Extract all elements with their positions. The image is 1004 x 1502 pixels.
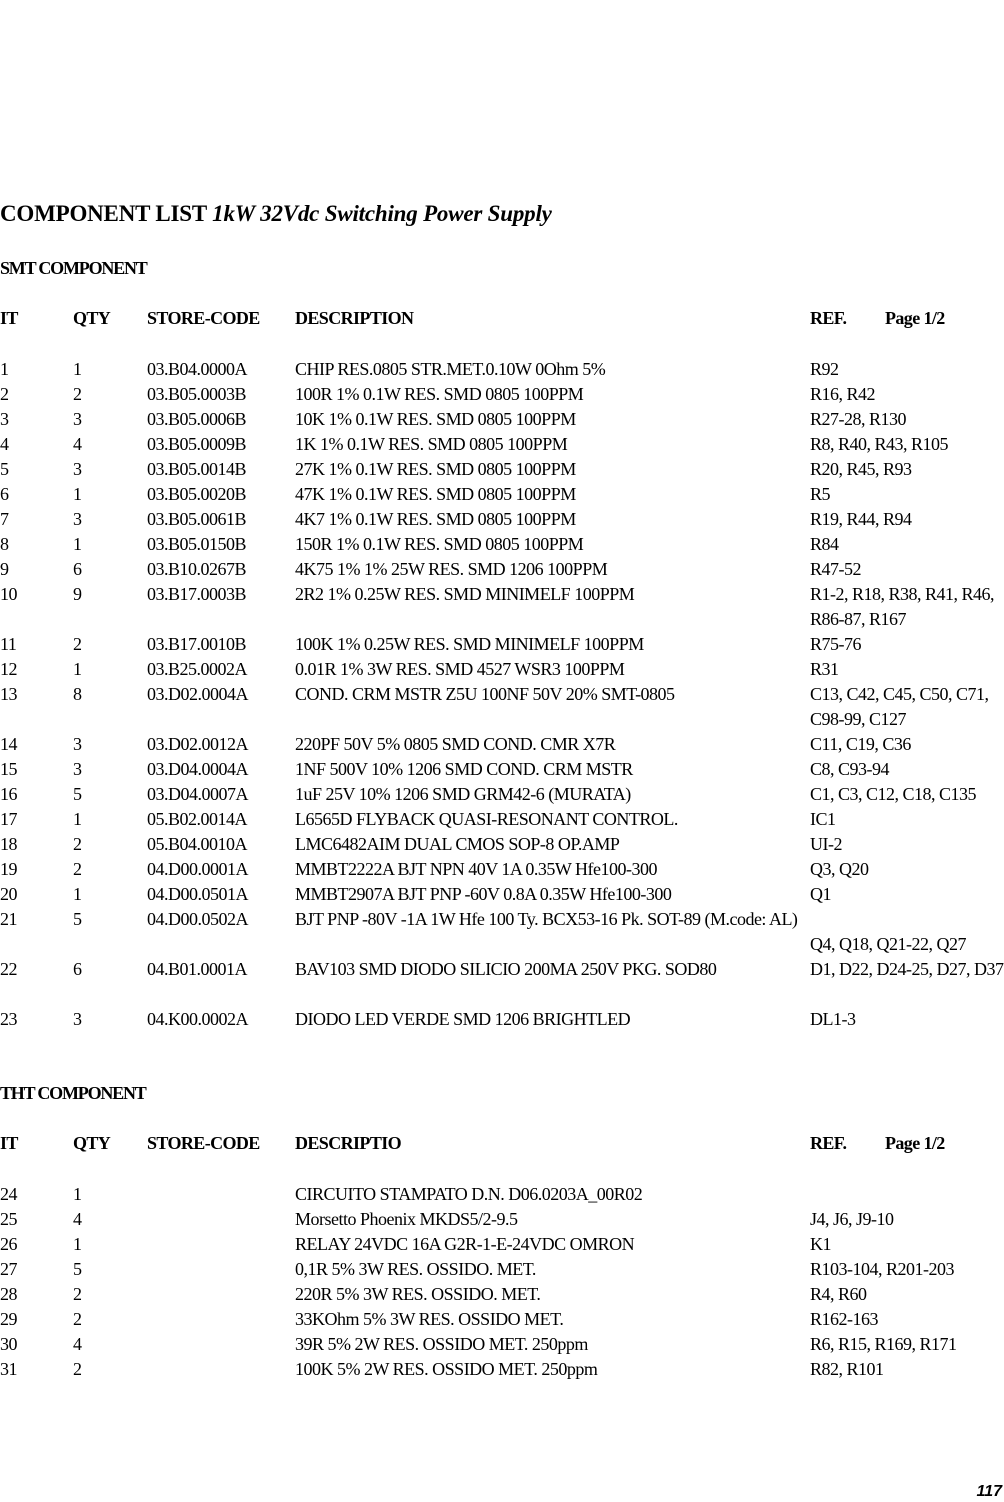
cell-store-code: 04.D00.0001A <box>147 859 248 879</box>
table-row <box>0 1182 1004 1207</box>
table-row <box>0 482 1004 507</box>
cell-it: 5 <box>0 459 9 479</box>
cell-ref: R6, R15, R169, R171 <box>810 1334 957 1354</box>
cell-it: 26 <box>0 1234 17 1254</box>
cell-it: 1 <box>0 359 9 379</box>
cell-ref: DL1-3 <box>810 1009 856 1029</box>
cell-description: 33KOhm 5% 3W RES. OSSIDO MET. <box>295 1309 564 1329</box>
cell-qty: 1 <box>73 534 82 554</box>
page-number: 117 <box>976 1483 1002 1500</box>
cell-it: 29 <box>0 1309 17 1329</box>
cell-it: 19 <box>0 859 17 879</box>
title-subtitle: 1kW 32Vdc Switching Power Supply <box>212 201 552 226</box>
cell-description: 0.01R 1% 3W RES. SMD 4527 WSR3 100PPM <box>295 659 625 679</box>
cell-ref: R84 <box>810 534 839 554</box>
col-ref: REF. <box>810 308 847 328</box>
cell-ref: C11, C19, C36 <box>810 734 911 754</box>
tht-column-header <box>0 1133 1004 1158</box>
cell-ref: R103-104, R201-203 <box>810 1259 954 1279</box>
cell-qty: 3 <box>73 459 82 479</box>
cell-qty: 3 <box>73 509 82 529</box>
cell-it: 7 <box>0 509 9 529</box>
cell-it: 13 <box>0 684 17 704</box>
table-row <box>0 432 1004 457</box>
table-row <box>0 807 1004 832</box>
cell-store-code: 03.B25.0002A <box>147 659 248 679</box>
cell-store-code: 03.B05.0006B <box>147 409 247 429</box>
cell-ref: R162-163 <box>810 1309 878 1329</box>
cell-qty: 4 <box>73 434 82 454</box>
cell-it: 2 <box>0 384 9 404</box>
smt-section-heading: SMT COMPONENT <box>0 258 147 278</box>
cell-description: L6565D FLYBACK QUASI-RESONANT CONTROL. <box>295 809 678 829</box>
table-row <box>0 407 1004 432</box>
cell-description: 47K 1% 0.1W RES. SMD 0805 100PPM <box>295 484 576 504</box>
table-row <box>0 582 1004 632</box>
cell-store-code: 03.B10.0267B <box>147 559 247 579</box>
cell-qty: 5 <box>73 1259 82 1279</box>
cell-qty: 2 <box>73 384 82 404</box>
cell-description: 220R 5% 3W RES. OSSIDO. MET. <box>295 1284 541 1304</box>
table-row <box>0 1332 1004 1357</box>
cell-store-code: 03.B05.0061B <box>147 509 247 529</box>
cell-ref: R19, R44, R94 <box>810 509 912 529</box>
table-row <box>0 1307 1004 1332</box>
cell-it: 15 <box>0 759 17 779</box>
cell-it: 18 <box>0 834 17 854</box>
table-row <box>0 1357 1004 1382</box>
cell-description: 10K 1% 0.1W RES. SMD 0805 100PPM <box>295 409 576 429</box>
cell-store-code: 03.B05.0009B <box>147 434 247 454</box>
cell-it: 21 <box>0 909 17 929</box>
table-row <box>0 732 1004 757</box>
cell-qty: 1 <box>73 359 82 379</box>
table-row <box>0 557 1004 582</box>
title-main: COMPONENT LIST <box>0 201 207 226</box>
table-row <box>0 632 1004 657</box>
cell-qty: 1 <box>73 809 82 829</box>
cell-description: 100R 1% 0.1W RES. SMD 0805 100PPM <box>295 384 584 404</box>
cell-qty: 4 <box>73 1209 82 1229</box>
cell-qty: 8 <box>73 684 82 704</box>
cell-ref: R4, R60 <box>810 1284 867 1304</box>
col-description: DESCRIPTIO <box>295 1133 402 1153</box>
cell-store-code: 05.B02.0014A <box>147 809 248 829</box>
table-row <box>0 1257 1004 1282</box>
cell-qty: 2 <box>73 859 82 879</box>
table-row <box>0 1282 1004 1307</box>
cell-qty: 1 <box>73 659 82 679</box>
cell-ref: R31 <box>810 659 839 679</box>
cell-it: 30 <box>0 1334 17 1354</box>
table-row <box>0 657 1004 682</box>
cell-it: 11 <box>0 634 17 654</box>
cell-qty: 2 <box>73 634 82 654</box>
col-qty: QTY <box>73 1133 111 1153</box>
cell-ref: K1 <box>810 1234 831 1254</box>
cell-qty: 6 <box>73 959 82 979</box>
cell-ref: R27-28, R130 <box>810 409 907 429</box>
cell-qty: 3 <box>73 409 82 429</box>
cell-qty: 5 <box>73 784 82 804</box>
table-row <box>0 1207 1004 1232</box>
cell-ref: R75-76 <box>810 634 861 654</box>
cell-it: 20 <box>0 884 17 904</box>
cell-it: 3 <box>0 409 9 429</box>
cell-qty: 1 <box>73 484 82 504</box>
cell-qty: 4 <box>73 1334 82 1354</box>
cell-description: 0,1R 5% 3W RES. OSSIDO. MET. <box>295 1259 536 1279</box>
cell-store-code: 03.B05.0014B <box>147 459 247 479</box>
cell-it: 4 <box>0 434 9 454</box>
cell-ref: R92 <box>810 359 839 379</box>
cell-ref: D1, D22, D24-25, D27, D37 <box>810 959 1004 979</box>
cell-store-code: 03.B17.0010B <box>147 634 247 654</box>
table-row <box>0 507 1004 532</box>
table-row <box>0 457 1004 482</box>
cell-description: 27K 1% 0.1W RES. SMD 0805 100PPM <box>295 459 576 479</box>
col-ref: REF. <box>810 1133 847 1153</box>
cell-store-code: 03.B04.0000A <box>147 359 248 379</box>
col-store-code: STORE-CODE <box>147 1133 260 1153</box>
table-row <box>0 1232 1004 1257</box>
cell-description: COND. CRM MSTR Z5U 100NF 50V 20% SMT-0805 <box>295 684 675 704</box>
table-row <box>0 782 1004 807</box>
cell-ref: C8, C93-94 <box>810 759 890 779</box>
cell-store-code: 03.B17.0003B <box>147 584 247 604</box>
table-row <box>0 382 1004 407</box>
cell-store-code: 03.B05.0150B <box>147 534 247 554</box>
col-store-code: STORE-CODE <box>147 308 260 328</box>
table-row <box>0 532 1004 557</box>
cell-it: 23 <box>0 1009 17 1029</box>
cell-ref: R20, R45, R93 <box>810 459 912 479</box>
cell-description: 220PF 50V 5% 0805 SMD COND. CMR X7R <box>295 734 616 754</box>
cell-ref: C1, C3, C12, C18, C135 <box>810 784 977 804</box>
cell-qty: 3 <box>73 759 82 779</box>
tht-section-heading: THT COMPONENT <box>0 1083 146 1103</box>
page-indicator: Page 1/2 <box>885 308 945 328</box>
cell-it: 31 <box>0 1359 17 1379</box>
cell-description: 1NF 500V 10% 1206 SMD COND. CRM MSTR <box>295 759 633 779</box>
cell-ref: Q1 <box>810 884 831 904</box>
cell-description: MMBT2222A BJT NPN 40V 1A 0.35W Hfe100-300 <box>295 859 658 879</box>
cell-store-code: 04.D00.0501A <box>147 884 248 904</box>
cell-description: 150R 1% 0.1W RES. SMD 0805 100PPM <box>295 534 584 554</box>
cell-description: LMC6482AIM DUAL CMOS SOP-8 OP.AMP <box>295 834 620 854</box>
cell-it: 22 <box>0 959 17 979</box>
cell-qty: 5 <box>73 909 82 929</box>
col-qty: QTY <box>73 308 111 328</box>
cell-store-code: 03.D04.0007A <box>147 784 248 804</box>
cell-qty: 1 <box>73 884 82 904</box>
cell-qty: 3 <box>73 1009 82 1029</box>
cell-description: 100K 1% 0.25W RES. SMD MINIMELF 100PPM <box>295 634 644 654</box>
col-description: DESCRIPTION <box>295 308 414 328</box>
cell-ref: J4, J6, J9-10 <box>810 1209 894 1229</box>
cell-store-code: 03.D04.0004A <box>147 759 248 779</box>
smt-table <box>0 357 1004 1032</box>
tht-table <box>0 1182 1004 1382</box>
cell-it: 12 <box>0 659 17 679</box>
cell-description: 1uF 25V 10% 1206 SMD GRM42-6 (MURATA) <box>295 784 631 804</box>
cell-description: CHIP RES.0805 STR.MET.0.10W 0Ohm 5% <box>295 359 606 379</box>
table-row <box>0 682 1004 732</box>
cell-it: 25 <box>0 1209 17 1229</box>
cell-it: 24 <box>0 1184 17 1204</box>
cell-it: 14 <box>0 734 17 754</box>
cell-description: MMBT2907A BJT PNP -60V 0.8A 0.35W Hfe100-300 <box>295 884 672 904</box>
cell-store-code: 04.B01.0001A <box>147 959 248 979</box>
col-it: IT <box>0 1133 18 1153</box>
cell-ref: UI-2 <box>810 834 842 854</box>
cell-it: 16 <box>0 784 17 804</box>
cell-qty: 6 <box>73 559 82 579</box>
cell-ref: R5 <box>810 484 831 504</box>
cell-ref: R8, R40, R43, R105 <box>810 434 949 454</box>
table-row <box>0 907 1004 957</box>
cell-description: 39R 5% 2W RES. OSSIDO MET. 250ppm <box>295 1334 588 1354</box>
page-title <box>0 201 552 227</box>
cell-ref: R16, R42 <box>810 384 876 404</box>
cell-ref: R82, R101 <box>810 1359 884 1379</box>
cell-qty: 1 <box>73 1184 82 1204</box>
cell-qty: 1 <box>73 1234 82 1254</box>
cell-ref: R1-2, R18, R38, R41, R46, R86-87, R167 <box>810 584 995 629</box>
cell-it: 27 <box>0 1259 17 1279</box>
cell-it: 6 <box>0 484 9 504</box>
cell-qty: 2 <box>73 834 82 854</box>
cell-it: 10 <box>0 584 17 604</box>
cell-ref: R47-52 <box>810 559 861 579</box>
cell-ref: Q3, Q20 <box>810 859 869 879</box>
cell-store-code: 03.B05.0003B <box>147 384 247 404</box>
cell-ref: C13, C42, C45, C50, C71, C98-99, C127 <box>810 684 989 729</box>
page-indicator: Page 1/2 <box>885 1133 945 1153</box>
cell-description: CIRCUITO STAMPATO D.N. D06.0203A_00R02 <box>295 1184 643 1204</box>
cell-description: Morsetto Phoenix MKDS5/2-9.5 <box>295 1209 518 1229</box>
table-row <box>0 832 1004 857</box>
cell-description: 4K7 1% 0.1W RES. SMD 0805 100PPM <box>295 509 576 529</box>
cell-qty: 2 <box>73 1309 82 1329</box>
cell-it: 8 <box>0 534 9 554</box>
cell-it: 28 <box>0 1284 17 1304</box>
cell-ref: IC1 <box>810 809 836 829</box>
cell-description: 2R2 1% 0.25W RES. SMD MINIMELF 100PPM <box>295 584 635 604</box>
cell-description: DIODO LED VERDE SMD 1206 BRIGHTLED <box>295 1009 631 1029</box>
cell-store-code: 04.K00.0002A <box>147 1009 248 1029</box>
cell-store-code: 04.D00.0502A <box>147 909 248 929</box>
table-row <box>0 857 1004 882</box>
cell-description: 100K 5% 2W RES. OSSIDO MET. 250ppm <box>295 1359 598 1379</box>
cell-description: BJT PNP -80V -1A 1W Hfe 100 Ty. BCX53-16 Pk. SOT-89 (M.code: AL) <box>295 909 798 929</box>
cell-description: 4K75 1% 1% 25W RES. SMD 1206 100PPM <box>295 559 608 579</box>
table-row <box>0 757 1004 782</box>
cell-it: 17 <box>0 809 17 829</box>
cell-ref: Q4, Q18, Q21-22, Q27 <box>810 934 966 954</box>
cell-store-code: 03.D02.0012A <box>147 734 248 754</box>
smt-column-header <box>0 308 1004 333</box>
table-row <box>0 1007 1004 1032</box>
table-row <box>0 357 1004 382</box>
cell-description: BAV103 SMD DIODO SILICIO 200MA 250V PKG. SOD80 <box>295 959 717 979</box>
cell-qty: 2 <box>73 1359 82 1379</box>
col-it: IT <box>0 308 18 328</box>
cell-description: 1K 1% 0.1W RES. SMD 0805 100PPM <box>295 434 568 454</box>
cell-description: RELAY 24VDC 16A G2R-1-E-24VDC OMRON <box>295 1234 635 1254</box>
cell-store-code: 05.B04.0010A <box>147 834 248 854</box>
cell-store-code: 03.B05.0020B <box>147 484 247 504</box>
table-row <box>0 957 1004 1007</box>
cell-qty: 9 <box>73 584 82 604</box>
cell-qty: 2 <box>73 1284 82 1304</box>
table-row <box>0 882 1004 907</box>
cell-store-code: 03.D02.0004A <box>147 684 248 704</box>
cell-qty: 3 <box>73 734 82 754</box>
cell-it: 9 <box>0 559 9 579</box>
